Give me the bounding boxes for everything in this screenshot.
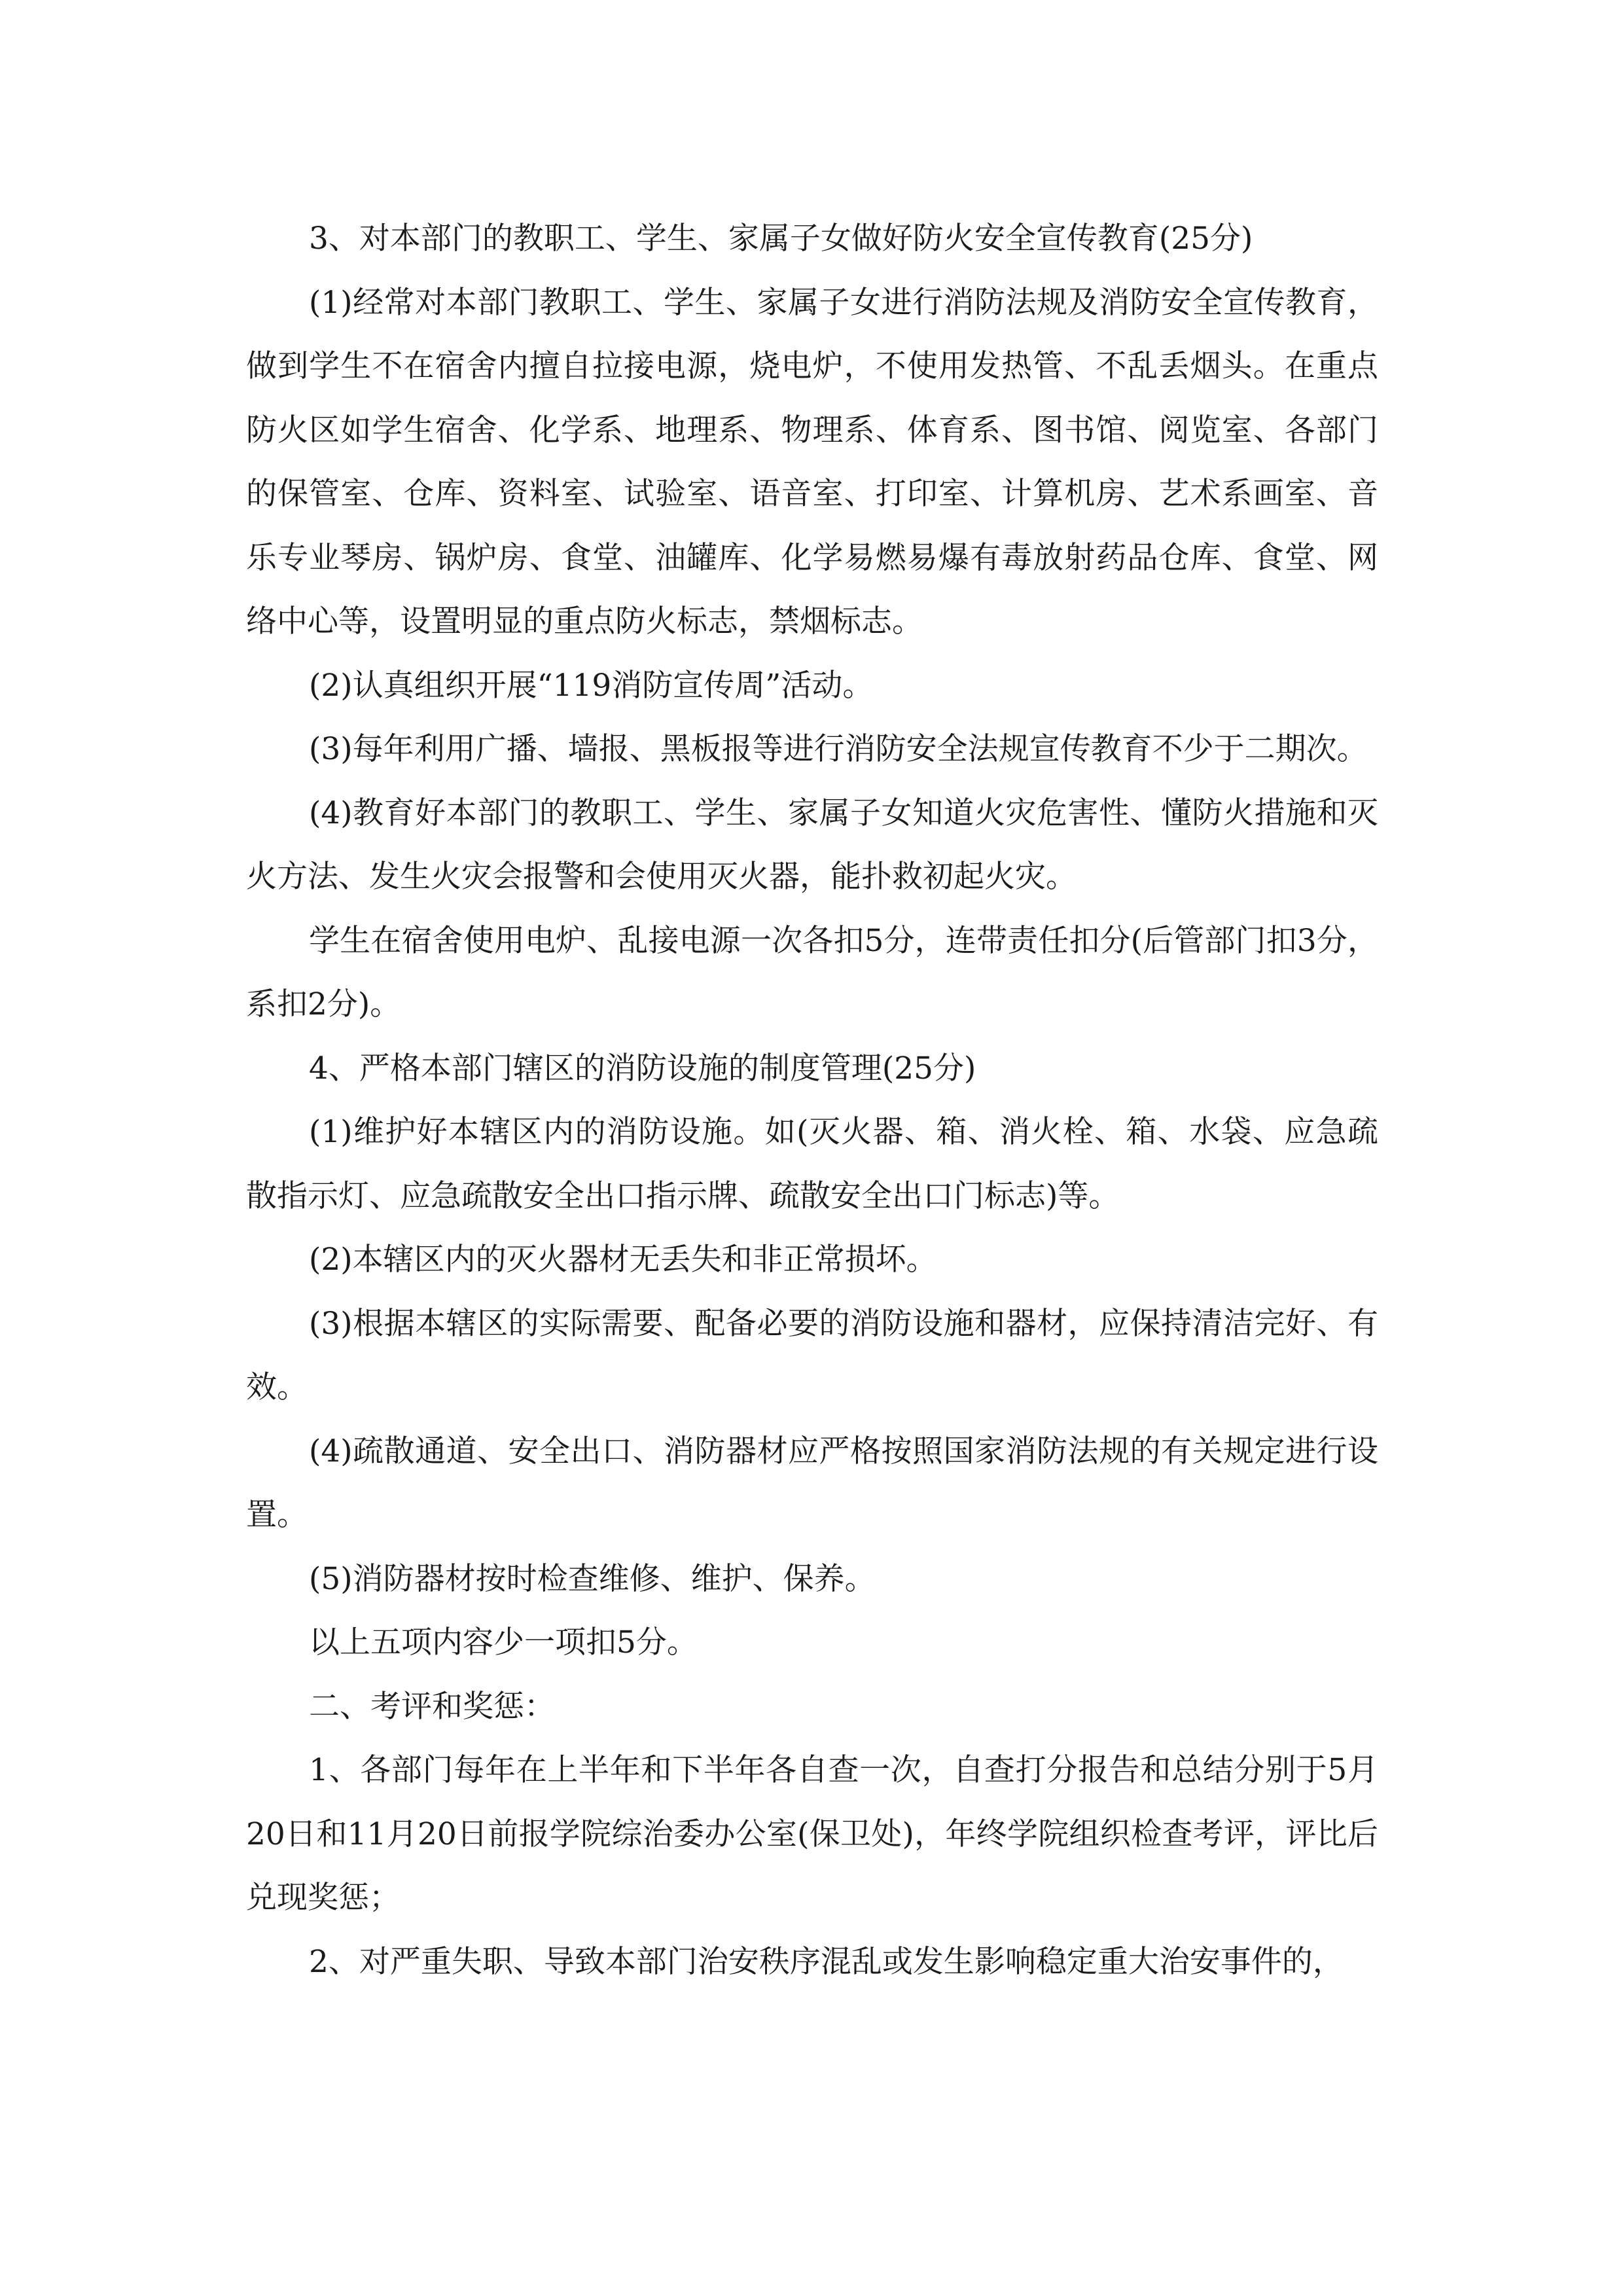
paragraph-item-3-4: (4)教育好本部门的教职工、学生、家属子女知道火灾危害性、懂防火措施和灭火方法、发生火灾会报警和会使用灭火器，能扑救初起火灾。 <box>246 795 1378 895</box>
document-body <box>246 207 1378 1994</box>
paragraph-item-4-1: (1)维护好本辖区内的消防设施。如(灭火器、箱、消火栓、箱、水袋、应急疏散指示灯、应急疏散安全出口指示牌、疏散安全出口门标志)等。 <box>246 1114 1378 1214</box>
paragraph-item-3-2: (2)认真组织开展“119消防宣传周”活动。 <box>309 667 874 704</box>
paragraph-item-3-1: (1)经常对本部门教职工、学生、家属子女进行消防法规及消防安全宣传教育，做到学生不在宿舍内擅自拉接电源，烧电炉，不使用发热管、不乱丢烟头。在重点防火区如学生宿舍、化学系、地理系、物理系、体育系、图书馆、阅览室、各部门的保管室、仓库、资料室、试验室、语音室、打印室、计算机房、艺术系画室、音乐专业琴房、锅炉房、食堂、油罐库、化学易燃易爆有毒放射药品仓库、食堂、网络中心等，设置明显的重点防火标志，禁烟标志。 <box>246 284 1378 639</box>
paragraph-item-4-3: (3)根据本辖区的实际需要、配备必要的消防设施和器材，应保持清洁完好、有效。 <box>246 1305 1378 1405</box>
paragraph-evaluation-1: 1、各部门每年在上半年和下半年各自查一次，自查打分报告和总结分别于5月20日和11月20日前报学院综治委办公室(保卫处)，年终学院组织检查考评，评比后兑现奖惩； <box>246 1752 1378 1916</box>
section-heading-evaluation: 二、考评和奖惩： <box>309 1688 555 1725</box>
paragraph-item-4-2: (2)本辖区内的灭火器材无丢失和非正常损坏。 <box>309 1242 937 1278</box>
paragraph-item-4-4: (4)疏散通道、安全出口、消防器材应严格按照国家消防法规的有关规定进行设置。 <box>246 1433 1378 1533</box>
paragraph-item-3-heading: 3、对本部门的教职工、学生、家属子女做好防火安全宣传教育(25分) <box>309 221 1253 257</box>
paragraph-item-4-5: (5)消防器材按时检查维修、维护、保养。 <box>309 1560 876 1597</box>
paragraph-item-3-3: (3)每年利用广播、墙报、黑板报等进行消防安全法规宣传教育不少于二期次。 <box>309 731 1368 767</box>
paragraph-item-3-penalty: 学生在宿舍使用电炉、乱接电源一次各扣5分，连带责任扣分(后管部门扣3分，系扣2分)。 <box>246 922 1378 1022</box>
paragraph-evaluation-2: 2、对严重失职、导致本部门治安秩序混乱或发生影响稳定重大治安事件的， <box>309 1943 1344 1980</box>
paragraph-item-4-heading: 4、严格本部门辖区的消防设施的制度管理(25分) <box>309 1050 976 1086</box>
paragraph-item-4-penalty: 以上五项内容少一项扣5分。 <box>309 1624 698 1660</box>
